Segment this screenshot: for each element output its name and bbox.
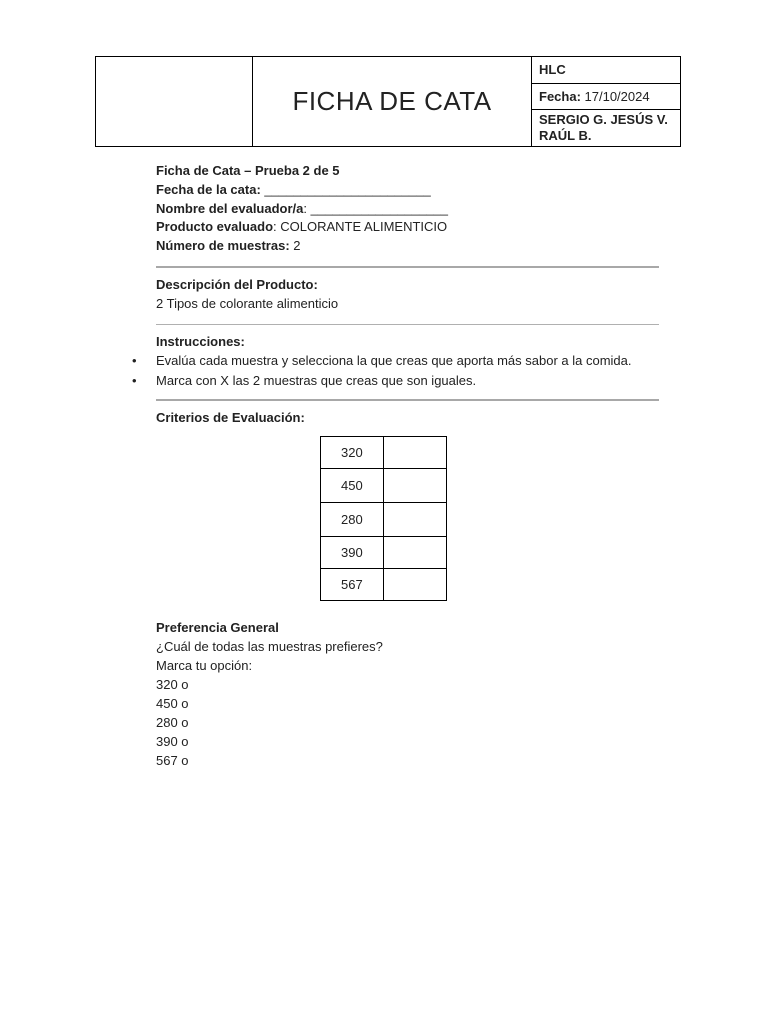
form-body [156, 162, 659, 428]
mark-cell[interactable] [384, 437, 447, 469]
preference-option[interactable]: 390 o [156, 734, 189, 749]
divider [156, 399, 659, 401]
evaluator-blank[interactable]: : ___________________ [303, 200, 448, 216]
evaluator-row [156, 200, 659, 219]
sample-code: 390 [321, 537, 384, 569]
description-text: 2 Tipos de colorante alimenticio [156, 295, 339, 311]
samples-label: Número de muestras: [156, 238, 290, 254]
mark-cell[interactable] [384, 569, 447, 601]
criteria-heading: Criterios de Evaluación: [156, 410, 305, 426]
instructions-list [156, 351, 659, 390]
samples-row [156, 237, 659, 256]
product-label: Producto evaluado [156, 219, 274, 235]
product-row [156, 218, 659, 237]
authors-line-1: SERGIO G. JESÚS V. [539, 112, 668, 127]
tasting-date-blank[interactable]: _______________________ [260, 181, 431, 197]
instruction-item: • Evalúa cada muestra y selecciona la que creas que aporta más sabor a la comida. [156, 351, 659, 371]
page-title: FICHA DE CATA [253, 57, 532, 147]
preference-heading: Preferencia General [156, 620, 279, 635]
product-value: : COLORANTE ALIMENTICIO [273, 219, 448, 235]
preference-option[interactable]: 320 o [156, 677, 189, 692]
mark-cell[interactable] [384, 537, 447, 569]
table-row [321, 437, 447, 469]
table-row [321, 503, 447, 537]
test-line: Ficha de Cata – Prueba 2 de 5 [156, 163, 340, 178]
criteria-table [320, 436, 447, 601]
authors [532, 110, 681, 147]
mark-cell[interactable] [384, 469, 447, 503]
preference-option[interactable]: 450 o [156, 696, 189, 711]
samples-value: 2 [289, 238, 301, 254]
mark-cell[interactable] [384, 503, 447, 537]
logo-cell [96, 57, 253, 147]
divider [156, 266, 659, 268]
sample-code: 280 [321, 503, 384, 537]
divider [156, 324, 659, 325]
table-row [321, 569, 447, 601]
sample-code: 320 [321, 437, 384, 469]
header-date [532, 84, 681, 110]
header-date-value: 17/10/2024 [580, 88, 650, 104]
preference-prompt: Marca tu opción: [156, 658, 253, 673]
preference-option[interactable]: 567 o [156, 753, 189, 768]
instructions-heading: Instrucciones: [156, 333, 245, 349]
group-label: HLC [532, 57, 681, 84]
authors-line-2: RAÚL B. [539, 128, 592, 143]
table-row [321, 537, 447, 569]
tasting-date-label: Fecha de la cata: [156, 181, 261, 197]
instruction-item: • Marca con X las 2 muestras que creas que son iguales. [156, 371, 659, 391]
header-table [95, 56, 681, 147]
preference-option[interactable]: 280 o [156, 715, 189, 730]
table-row [321, 469, 447, 503]
sample-code: 567 [321, 569, 384, 601]
preference-question: ¿Cuál de todas las muestras prefieres? [156, 639, 383, 654]
description-heading: Descripción del Producto: [156, 276, 318, 292]
preference-section [156, 618, 383, 770]
header-date-label: Fecha: [539, 88, 581, 104]
evaluator-label: Nombre del evaluador/a [156, 200, 304, 216]
sample-code: 450 [321, 469, 384, 503]
tasting-date-row [156, 181, 659, 200]
